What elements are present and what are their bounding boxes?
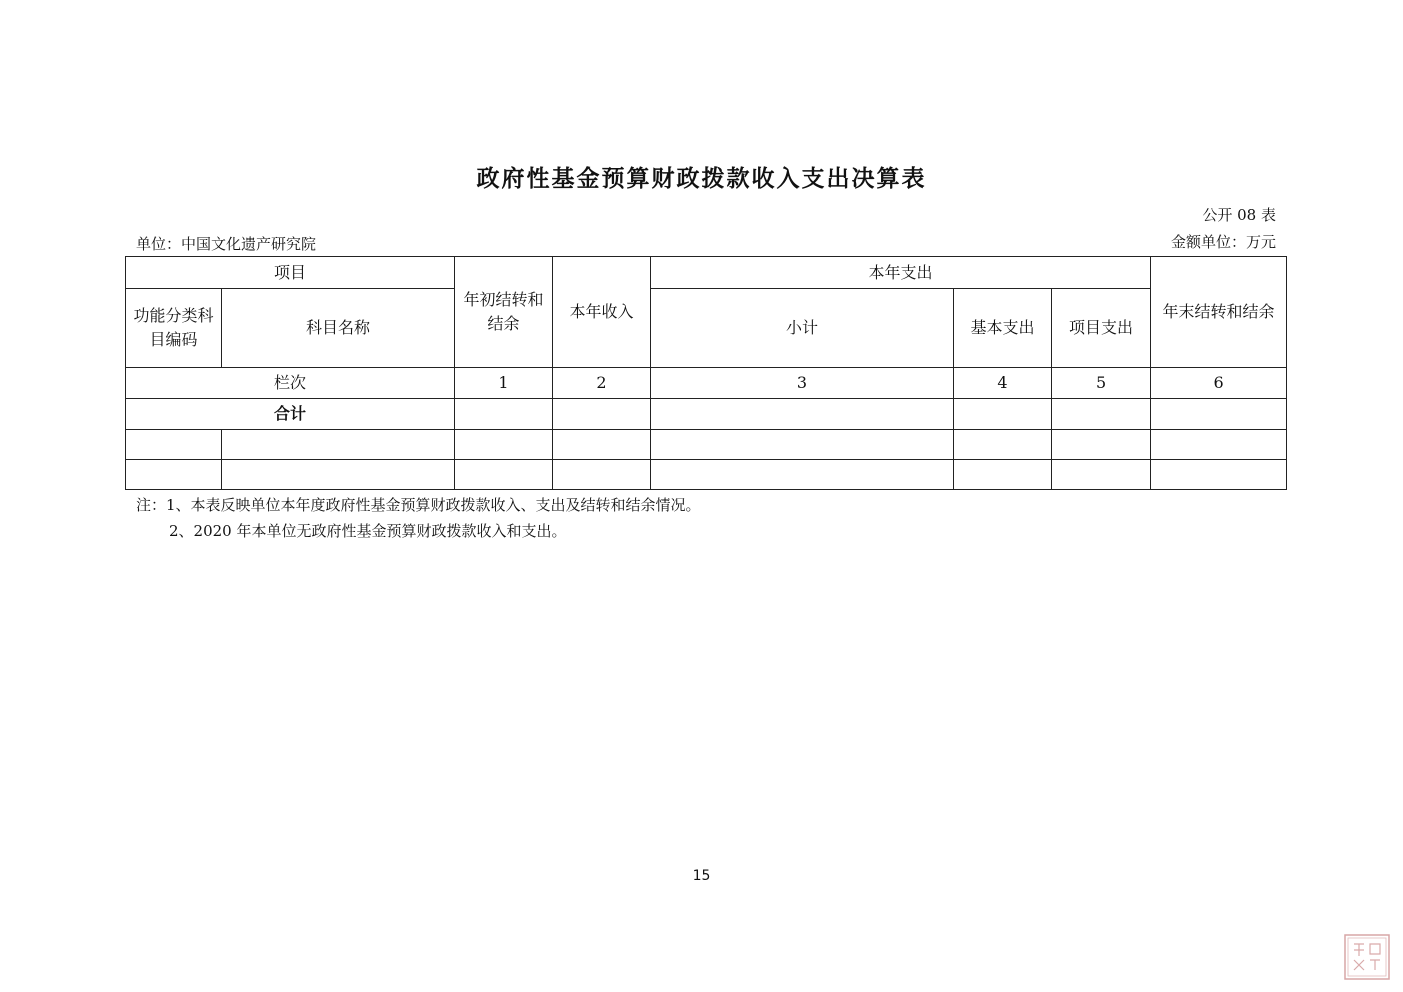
table-cell <box>222 460 455 490</box>
header-opening-balance: 年初结转和结余 <box>455 257 553 368</box>
header-closing-balance: 年末结转和结余 <box>1151 257 1287 368</box>
header-subject-name: 科目名称 <box>222 289 455 368</box>
total-cell <box>455 399 553 430</box>
total-label: 合计 <box>126 399 455 430</box>
total-cell <box>1052 399 1151 430</box>
index-col-6: 6 <box>1151 368 1287 399</box>
total-cell <box>651 399 954 430</box>
table-cell <box>1052 460 1151 490</box>
table-cell <box>222 430 455 460</box>
index-col-1: 1 <box>455 368 553 399</box>
table-cell <box>126 460 222 490</box>
header-func-code: 功能分类科目编码 <box>126 289 222 368</box>
note-1: 注：1、本表反映单位本年度政府性基金预算财政拨款收入、支出及结转和结余情况。 <box>136 496 701 514</box>
header-project-expense: 项目支出 <box>1052 289 1151 368</box>
index-label: 栏次 <box>126 368 455 399</box>
header-row-1 <box>126 257 1287 289</box>
table-cell <box>553 460 651 490</box>
table-cell <box>455 430 553 460</box>
page-number: 15 <box>692 868 711 884</box>
header-item: 项目 <box>126 257 455 289</box>
table-cell <box>126 430 222 460</box>
table-cell <box>651 430 954 460</box>
page-title: 政府性基金预算财政拨款收入支出决算表 <box>476 165 927 192</box>
header-income: 本年收入 <box>553 257 651 368</box>
header-basic-expense: 基本支出 <box>954 289 1052 368</box>
total-cell <box>1151 399 1287 430</box>
table-cell <box>651 460 954 490</box>
table-cell <box>1151 430 1287 460</box>
notes <box>136 492 701 544</box>
header-expense-group: 本年支出 <box>651 257 1151 289</box>
header-row-2 <box>126 289 1287 368</box>
budget-table <box>125 256 1287 490</box>
total-row <box>126 399 1287 430</box>
unit-label: 单位：中国文化遗产研究院 <box>136 235 317 253</box>
index-col-2: 2 <box>553 368 651 399</box>
table-row <box>126 460 1287 490</box>
table-cell <box>455 460 553 490</box>
table-number: 公开 08 表 <box>1202 206 1276 224</box>
table-row <box>126 430 1287 460</box>
index-row <box>126 368 1287 399</box>
index-col-5: 5 <box>1052 368 1151 399</box>
total-cell <box>954 399 1052 430</box>
seal-stamp-icon <box>1344 934 1390 980</box>
table-cell <box>954 460 1052 490</box>
index-col-4: 4 <box>954 368 1052 399</box>
table-cell <box>954 430 1052 460</box>
total-cell <box>553 399 651 430</box>
money-unit-label: 金额单位：万元 <box>1170 233 1276 251</box>
table-cell <box>1151 460 1287 490</box>
table-cell <box>553 430 651 460</box>
index-col-3: 3 <box>651 368 954 399</box>
note-2: 2、2020 年本单位无政府性基金预算财政拨款收入和支出。 <box>169 522 567 540</box>
table-cell <box>1052 430 1151 460</box>
header-subtotal: 小计 <box>651 289 954 368</box>
